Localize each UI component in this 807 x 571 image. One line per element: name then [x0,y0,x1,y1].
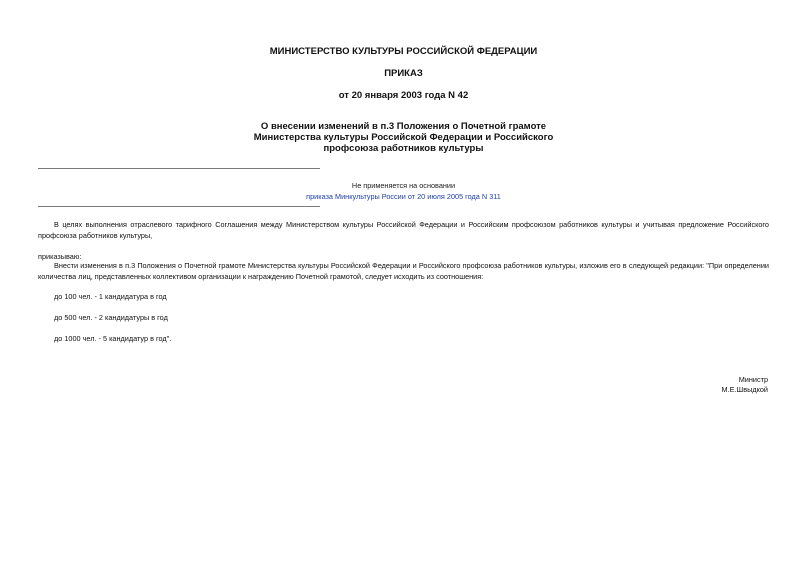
signatory-name: М.Е.Швыдкой [721,385,768,394]
document-title-line: профсоюза работников культуры [323,143,484,154]
ordering-word: приказываю: [38,252,82,261]
quota-line: до 100 чел. - 1 кандидатура в год [54,292,167,301]
document-type-heading: ПРИКАЗ [384,68,423,79]
document-title-line: Министерства культуры Российской Федерации и Российского [253,132,554,143]
preamble-paragraph: В целях выполнения отраслевого тарифного Соглашения между Министерством культуры Российской Федерации и Российским профсоюзом работников культуры и учитывая предложение Российского профсоюза работников культуры, [38,220,769,240]
document-title [0,121,807,154]
status-note-text: Не применяется на основании [351,181,456,190]
signatory-position: Министр [738,375,768,384]
directive-paragraph: Внести изменения в п.3 Положения о Почетной грамоте Министерства культуры Российской Федерации и Российского профсоюза работников культуры, изложив его в следующей редакции: "При определении количества лиц, представленных коллективом организации к награждению Почетной грамотой, следует исходить из соотношения: [38,261,769,281]
repeal-order-link[interactable]: приказа Минкультуры России от 20 июля 2005 года N 311 [306,192,501,201]
divider-top [38,168,320,169]
quota-line: до 1000 чел. - 5 кандидатур в год". [54,334,172,343]
document-title-line: О внесении изменений в п.3 Положения о Почетной грамоте [260,121,547,132]
date-number-heading: от 20 января 2003 года N 42 [338,90,469,101]
divider-bottom [38,206,320,207]
quota-line: до 500 чел. - 2 кандидатуры в год [54,313,168,322]
ministry-heading: МИНИСТЕРСТВО КУЛЬТУРЫ РОССИЙСКОЙ ФЕДЕРАЦИИ [269,46,538,57]
